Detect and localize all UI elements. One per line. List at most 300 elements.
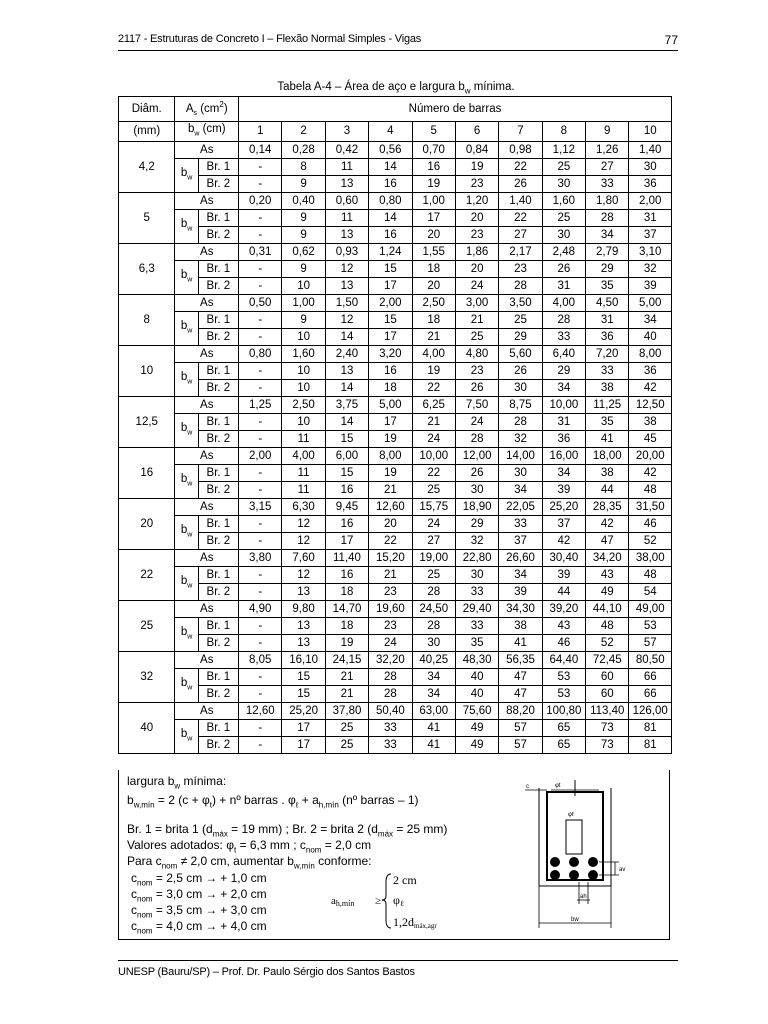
value-cell: 8 <box>282 159 325 176</box>
value-cell: 21 <box>412 329 455 346</box>
value-cell: 52 <box>586 635 629 652</box>
value-cell: 34 <box>542 380 585 397</box>
value-cell: 0,56 <box>369 142 412 159</box>
value-cell: 34,20 <box>586 550 629 567</box>
value-cell: 9 <box>282 210 325 227</box>
value-cell: 30 <box>499 380 542 397</box>
fig-bw-label: bw <box>571 917 579 923</box>
value-cell: - <box>239 635 282 652</box>
value-cell: - <box>239 669 282 686</box>
note-text: Br. 1 = brita 1 (d <box>127 822 213 836</box>
row-label-br2: Br. 2 <box>198 380 238 397</box>
value-cell: - <box>239 363 282 380</box>
value-cell: 38 <box>629 414 672 431</box>
cover-value: = 3,0 cm <box>152 887 203 901</box>
value-cell: 11 <box>282 482 325 499</box>
value-cell: 40,25 <box>412 652 455 669</box>
value-cell: 39 <box>629 278 672 295</box>
value-cell: 32 <box>455 533 498 550</box>
formula-brace <box>382 874 391 928</box>
bw-symbol: b <box>180 269 188 282</box>
cover-subscript: nom <box>137 894 153 904</box>
row-label-br2: Br. 2 <box>198 635 238 652</box>
header-bar-count: 1 <box>239 122 282 142</box>
value-cell: 36 <box>586 329 629 346</box>
header-bw-sub: w <box>194 130 200 138</box>
value-cell: 37 <box>629 227 672 244</box>
value-cell: 31 <box>542 414 585 431</box>
value-cell: 25 <box>412 567 455 584</box>
table-row <box>119 278 672 295</box>
note-text: = 6,3 mm ; c <box>236 838 306 852</box>
value-cell: 35 <box>586 414 629 431</box>
value-cell: 32 <box>499 431 542 448</box>
value-cell: 38 <box>499 618 542 635</box>
value-cell: 10 <box>282 414 325 431</box>
table-row <box>119 380 672 397</box>
cover-value: = 2,5 cm <box>152 871 203 885</box>
table-row <box>119 703 672 720</box>
note-text: = 19 mm) ; Br. 2 = brita 2 (d <box>227 822 378 836</box>
value-cell: 13 <box>325 363 368 380</box>
value-cell: 57 <box>499 737 542 754</box>
row-label-as: As <box>175 703 239 720</box>
value-cell: 24 <box>455 278 498 295</box>
value-cell: 29 <box>455 516 498 533</box>
value-cell: 6,40 <box>542 346 585 363</box>
value-cell: 44 <box>542 584 585 601</box>
value-cell: 6,00 <box>325 448 368 465</box>
bw-symbol: b <box>180 524 188 537</box>
notes-box <box>118 770 670 940</box>
value-cell: 37 <box>499 533 542 550</box>
note-text: conforme: <box>314 854 372 868</box>
table-row <box>119 686 672 703</box>
caption-sub: w <box>464 86 471 96</box>
table-row <box>119 516 672 533</box>
value-cell: 38 <box>586 380 629 397</box>
value-cell: 13 <box>282 635 325 652</box>
value-cell: 28 <box>369 669 412 686</box>
value-cell: 22 <box>499 210 542 227</box>
value-cell: 1,20 <box>455 193 498 210</box>
value-cell: 24 <box>369 635 412 652</box>
value-cell: 13 <box>282 584 325 601</box>
value-cell: 4,00 <box>412 346 455 363</box>
value-cell: 34,30 <box>499 601 542 618</box>
value-cell: - <box>239 686 282 703</box>
value-cell: 36 <box>542 431 585 448</box>
value-cell: 33 <box>369 720 412 737</box>
phi-symbol: φ <box>288 793 296 807</box>
note-text: + a <box>298 793 319 807</box>
cover-increment: + 1,0 cm <box>220 871 267 885</box>
value-cell: 34 <box>499 482 542 499</box>
cover-symbol: c <box>131 887 137 901</box>
value-cell: 25 <box>542 159 585 176</box>
value-cell: - <box>239 618 282 635</box>
table-row <box>119 210 672 227</box>
value-cell: 28 <box>499 414 542 431</box>
value-cell: 12,00 <box>455 448 498 465</box>
value-cell: 19,60 <box>369 601 412 618</box>
value-cell: 30 <box>412 635 455 652</box>
bw-subscript: w <box>187 633 193 641</box>
value-cell: 15 <box>325 431 368 448</box>
table-row <box>119 431 672 448</box>
table-row <box>119 584 672 601</box>
value-cell: 25,20 <box>542 499 585 516</box>
value-cell: 31 <box>542 278 585 295</box>
note-line-4 <box>127 838 371 854</box>
value-cell: 29 <box>542 363 585 380</box>
value-cell: 14 <box>325 414 368 431</box>
page-footer: UNESP (Bauru/SP) – Prof. Dr. Paulo Sérgio dos Santos Bastos <box>118 960 678 978</box>
value-cell: 20,00 <box>629 448 672 465</box>
value-cell: 43 <box>586 567 629 584</box>
row-label-as: As <box>175 448 239 465</box>
value-cell: 12,50 <box>629 397 672 414</box>
page-header <box>118 30 678 51</box>
row-label-as: As <box>175 499 239 516</box>
value-cell: 11 <box>282 431 325 448</box>
value-cell: 5,00 <box>629 295 672 312</box>
note-sub: ℓ <box>295 800 299 810</box>
value-cell: 4,80 <box>455 346 498 363</box>
value-cell: 10 <box>282 380 325 397</box>
value-cell: 65 <box>542 720 585 737</box>
value-cell: 30,40 <box>542 550 585 567</box>
bw-subscript: w <box>187 735 193 743</box>
value-cell: 12 <box>282 516 325 533</box>
value-cell: 40 <box>455 686 498 703</box>
value-cell: 29 <box>586 261 629 278</box>
value-cell: - <box>239 414 282 431</box>
value-cell: 48 <box>629 567 672 584</box>
value-cell: 23 <box>455 227 498 244</box>
value-cell: 72,45 <box>586 652 629 669</box>
header-bw-b: b <box>187 123 195 136</box>
note-text: = 2,0 cm <box>321 838 372 852</box>
value-cell: 1,25 <box>239 397 282 414</box>
value-cell: 28 <box>412 584 455 601</box>
value-cell: 2,00 <box>239 448 282 465</box>
value-cell: 17 <box>282 720 325 737</box>
value-cell: 11 <box>325 159 368 176</box>
value-cell: 19,00 <box>412 550 455 567</box>
value-cell: 0,28 <box>282 142 325 159</box>
cover-value: = 4,0 cm <box>152 919 203 933</box>
row-label-br1: Br. 1 <box>198 618 238 635</box>
value-cell: 1,26 <box>586 142 629 159</box>
value-cell: 3,20 <box>369 346 412 363</box>
value-cell: 25,20 <box>282 703 325 720</box>
table-row <box>119 329 672 346</box>
diameter-cell: 12,5 <box>119 397 175 448</box>
value-cell: 60 <box>586 669 629 686</box>
row-label-br2: Br. 2 <box>198 278 238 295</box>
value-cell: 25 <box>412 482 455 499</box>
value-cell: 28 <box>369 686 412 703</box>
table-row <box>119 601 672 618</box>
value-cell: 10,00 <box>542 397 585 414</box>
value-cell: 17 <box>282 737 325 754</box>
value-cell: 53 <box>542 669 585 686</box>
value-cell: 0,80 <box>369 193 412 210</box>
value-cell: 16 <box>369 227 412 244</box>
value-cell: 47 <box>499 669 542 686</box>
value-cell: 1,80 <box>586 193 629 210</box>
value-cell: 16 <box>369 176 412 193</box>
value-cell: 73 <box>586 737 629 754</box>
table-row <box>119 720 672 737</box>
bw-symbol: b <box>180 575 188 588</box>
fig-c-label: c <box>526 784 529 790</box>
value-cell: 3,00 <box>455 295 498 312</box>
value-cell: - <box>239 329 282 346</box>
header-bar-count: 3 <box>325 122 368 142</box>
row-label-br2: Br. 2 <box>198 431 238 448</box>
value-cell: - <box>239 159 282 176</box>
value-cell: 22 <box>412 465 455 482</box>
header-as-close: ) <box>223 102 228 115</box>
value-cell: 80,50 <box>629 652 672 669</box>
value-cell: 11 <box>282 465 325 482</box>
value-cell: 39 <box>499 584 542 601</box>
note-sub: t <box>233 845 237 855</box>
arrow-icon: → <box>205 903 218 917</box>
value-cell: 1,60 <box>542 193 585 210</box>
formula-r2: φℓ <box>393 893 404 908</box>
value-cell: 54 <box>629 584 672 601</box>
value-cell: 3,80 <box>239 550 282 567</box>
value-cell: - <box>239 516 282 533</box>
value-cell: 9 <box>282 227 325 244</box>
row-label-br2: Br. 2 <box>198 533 238 550</box>
header-bw <box>175 122 239 142</box>
value-cell: 43 <box>542 618 585 635</box>
value-cell: 39 <box>542 482 585 499</box>
note-sub: w,mín <box>133 800 155 810</box>
value-cell: 42 <box>629 380 672 397</box>
note-sub: w,mín <box>293 861 315 871</box>
value-cell: - <box>239 261 282 278</box>
value-cell: 1,40 <box>629 142 672 159</box>
value-cell: 1,86 <box>455 244 498 261</box>
note-text: = 25 mm) <box>393 822 448 836</box>
bw-subscript: w <box>187 225 193 233</box>
beam-section-figure <box>519 778 669 938</box>
value-cell: 14 <box>325 329 368 346</box>
header-diam: Diâm. <box>119 97 175 122</box>
table-row <box>119 312 672 329</box>
value-cell: 0,20 <box>239 193 282 210</box>
table-row <box>119 176 672 193</box>
value-cell: 48 <box>629 482 672 499</box>
value-cell: 34 <box>499 567 542 584</box>
value-cell: 9,80 <box>282 601 325 618</box>
row-label-br2: Br. 2 <box>198 686 238 703</box>
value-cell: 2,50 <box>282 397 325 414</box>
value-cell: 60 <box>586 686 629 703</box>
table-row <box>119 346 672 363</box>
value-cell: 16 <box>325 567 368 584</box>
fig-phit-label: φt <box>555 783 561 789</box>
bw-symbol: b <box>180 371 188 384</box>
value-cell: 26 <box>499 363 542 380</box>
header-as-A: A <box>185 102 194 115</box>
value-cell: 40 <box>455 669 498 686</box>
value-cell: 0,93 <box>325 244 368 261</box>
arrow-icon: → <box>205 871 218 885</box>
header-mm: (mm) <box>119 122 175 142</box>
row-label-br2: Br. 2 <box>198 482 238 499</box>
value-cell: 30 <box>499 465 542 482</box>
value-cell: 113,40 <box>586 703 629 720</box>
value-cell: 0,50 <box>239 295 282 312</box>
value-cell: 15 <box>369 312 412 329</box>
note-sub: nom <box>161 861 178 871</box>
value-cell: 17 <box>369 414 412 431</box>
bw-symbol: b <box>180 218 188 231</box>
value-cell: 13 <box>325 227 368 244</box>
bw-label-cell <box>175 261 198 295</box>
page-number: 77 <box>664 33 678 47</box>
value-cell: 19 <box>412 363 455 380</box>
caption-post: mínima. <box>470 81 515 93</box>
value-cell: 57 <box>499 720 542 737</box>
value-cell: 10,00 <box>412 448 455 465</box>
value-cell: 64,40 <box>542 652 585 669</box>
caption-pre: Tabela A-4 – Área de aço e largura b <box>277 81 465 93</box>
table-row <box>119 669 672 686</box>
value-cell: 21 <box>325 669 368 686</box>
table-row <box>119 499 672 516</box>
value-cell: - <box>239 431 282 448</box>
value-cell: 4,90 <box>239 601 282 618</box>
bw-subscript: w <box>187 582 193 590</box>
value-cell: 41 <box>499 635 542 652</box>
note-text: (nº barras – 1) <box>338 793 419 807</box>
value-cell: 49,00 <box>629 601 672 618</box>
note-sub: máx <box>212 829 228 839</box>
value-cell: 24,50 <box>412 601 455 618</box>
value-cell: 19 <box>369 465 412 482</box>
value-cell: 30 <box>629 159 672 176</box>
value-cell: 100,80 <box>542 703 585 720</box>
value-cell: 14,00 <box>499 448 542 465</box>
value-cell: - <box>239 533 282 550</box>
table-row <box>119 142 672 159</box>
value-cell: 41 <box>412 720 455 737</box>
value-cell: 33 <box>542 329 585 346</box>
value-cell: 15,75 <box>412 499 455 516</box>
table-caption <box>120 81 672 95</box>
row-label-br1: Br. 1 <box>198 159 238 176</box>
formula-r1: 2 cm <box>393 873 417 887</box>
value-cell: 33 <box>455 584 498 601</box>
value-cell: 37,80 <box>325 703 368 720</box>
note-line-2 <box>127 793 419 809</box>
header-bar-count: 7 <box>499 122 542 142</box>
row-label-br1: Br. 1 <box>198 465 238 482</box>
value-cell: 30 <box>455 567 498 584</box>
value-cell: 126,00 <box>629 703 672 720</box>
row-label-as: As <box>175 397 239 414</box>
phi-symbol: φ <box>226 838 234 852</box>
value-cell: 44,10 <box>586 601 629 618</box>
note-sub: máx <box>377 829 394 839</box>
row-label-br1: Br. 1 <box>198 516 238 533</box>
header-as-unit: (cm <box>197 102 220 115</box>
row-label-br2: Br. 2 <box>198 584 238 601</box>
value-cell: 21 <box>455 312 498 329</box>
value-cell: - <box>239 278 282 295</box>
value-cell: 42 <box>542 533 585 550</box>
value-cell: 1,50 <box>325 295 368 312</box>
row-label-br1: Br. 1 <box>198 363 238 380</box>
row-label-br1: Br. 1 <box>198 312 238 329</box>
table-row <box>119 448 672 465</box>
value-cell: 24 <box>412 431 455 448</box>
value-cell: 2,48 <box>542 244 585 261</box>
value-cell: 18 <box>412 261 455 278</box>
header-bar-count: 6 <box>455 122 498 142</box>
value-cell: 38,00 <box>629 550 672 567</box>
value-cell: 35 <box>455 635 498 652</box>
note-text: largura b <box>127 774 175 788</box>
value-cell: 1,55 <box>412 244 455 261</box>
table-row <box>119 465 672 482</box>
header-as <box>175 97 239 122</box>
header-row-1 <box>119 97 672 122</box>
formula-r3: 1,2dmáx,agr <box>393 915 437 930</box>
table-row <box>119 227 672 244</box>
table-row <box>119 397 672 414</box>
diameter-cell: 5 <box>119 193 175 244</box>
table-row <box>119 159 672 176</box>
arrow-icon: → <box>205 887 218 901</box>
diameter-cell: 20 <box>119 499 175 550</box>
value-cell: 22,80 <box>455 550 498 567</box>
value-cell: 48 <box>586 618 629 635</box>
diameter-cell: 8 <box>119 295 175 346</box>
value-cell: 19 <box>325 635 368 652</box>
header-as-sup: 2 <box>219 100 224 109</box>
value-cell: 57 <box>629 635 672 652</box>
cover-value: = 3,5 cm <box>152 903 203 917</box>
bw-symbol: b <box>180 473 188 486</box>
fig-av-label: av <box>619 867 626 873</box>
value-cell: 32 <box>629 261 672 278</box>
value-cell: 34 <box>629 312 672 329</box>
value-cell: 47 <box>499 686 542 703</box>
value-cell: 81 <box>629 720 672 737</box>
value-cell: - <box>239 176 282 193</box>
value-cell: 34 <box>412 669 455 686</box>
value-cell: 49 <box>586 584 629 601</box>
table-row <box>119 244 672 261</box>
value-cell: 11 <box>325 210 368 227</box>
bw-label-cell <box>175 414 198 448</box>
value-cell: 0,70 <box>412 142 455 159</box>
value-cell: 34 <box>586 227 629 244</box>
table-row <box>119 261 672 278</box>
value-cell: 15 <box>282 669 325 686</box>
header-numero-barras: Número de barras <box>239 97 672 122</box>
value-cell: 12,60 <box>369 499 412 516</box>
value-cell: 17 <box>369 329 412 346</box>
